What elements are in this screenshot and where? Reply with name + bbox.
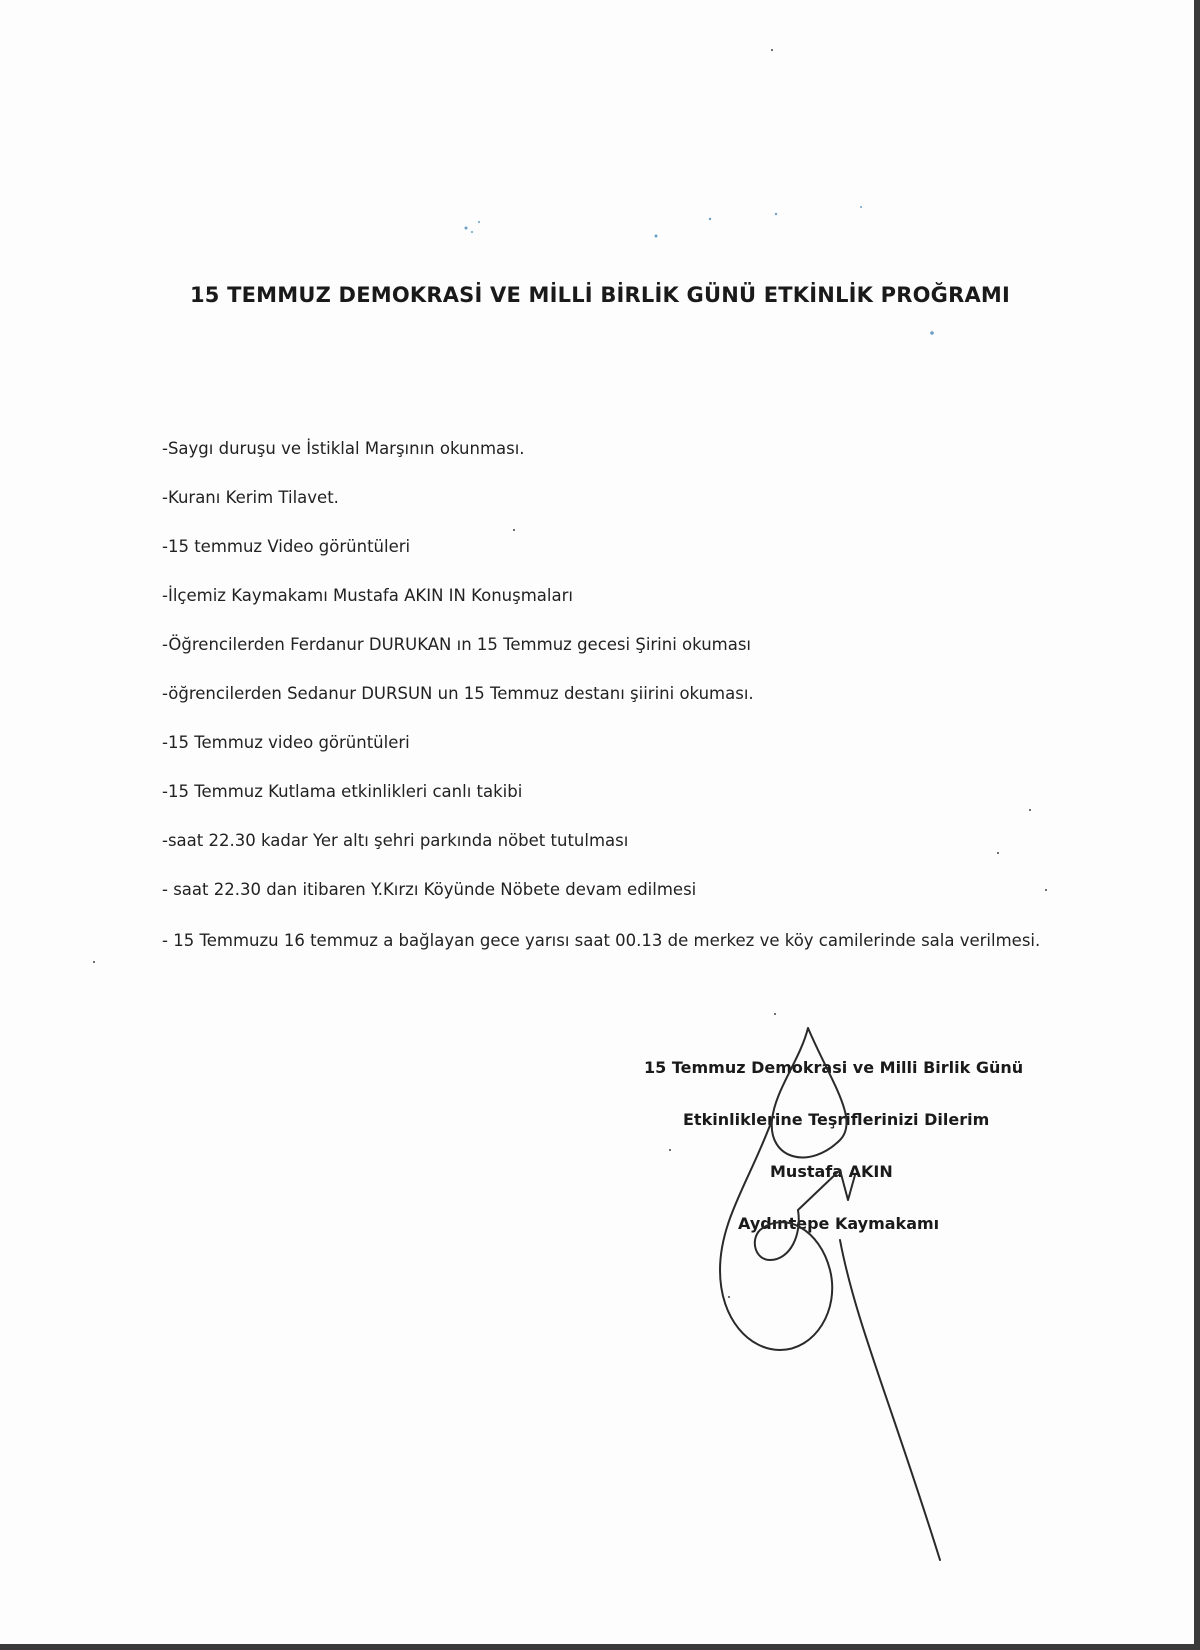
program-item: -Kuranı Kerim Tilavet. <box>162 488 339 507</box>
program-list <box>162 437 1042 979</box>
program-item: - 15 Temmuzu 16 temmuz a bağlayan gece yarısı saat 00.13 de merkez ve köy camilerinde sala verilmesi. <box>162 931 1041 950</box>
program-item: -15 temmuz Video görüntüleri <box>162 537 411 556</box>
program-item: -öğrencilerden Sedanur DURSUN un 15 Temmuz destanı şiirini okuması. <box>162 684 754 703</box>
program-item: -Saygı duruşu ve İstiklal Marşının okunması. <box>162 439 525 458</box>
program-item: -İlçemiz Kaymakamı Mustafa AKIN IN Konuşmaları <box>162 586 573 605</box>
program-item: -Öğrencilerden Ferdanur DURUKAN ın 15 Temmuz gecesi Şirini okuması <box>162 635 752 654</box>
closing-line: Etkinliklerine Teşriflerinizi Dilerim <box>683 1110 990 1129</box>
signatory-position: Aydıntepe Kaymakamı <box>738 1214 940 1233</box>
signatory-name: Mustafa AKIN <box>770 1162 893 1181</box>
closing-line: 15 Temmuz Demokrasi ve Milli Birlik Günü <box>644 1058 1024 1077</box>
program-item: -15 Temmuz Kutlama etkinlikleri canlı takibi <box>162 782 523 801</box>
document-title: 15 TEMMUZ DEMOKRASİ VE MİLLİ BİRLİK GÜNÜ ETKİNLİK PROĞRAMI <box>189 283 1011 307</box>
program-item: -saat 22.30 kadar Yer altı şehri parkında nöbet tutulması <box>162 831 629 850</box>
program-item: -15 Temmuz video görüntüleri <box>162 733 410 752</box>
program-item: - saat 22.30 dan itibaren Y.Kırzı Köyünde Nöbete devam edilmesi <box>162 880 697 899</box>
signature-icon <box>690 1020 1010 1580</box>
